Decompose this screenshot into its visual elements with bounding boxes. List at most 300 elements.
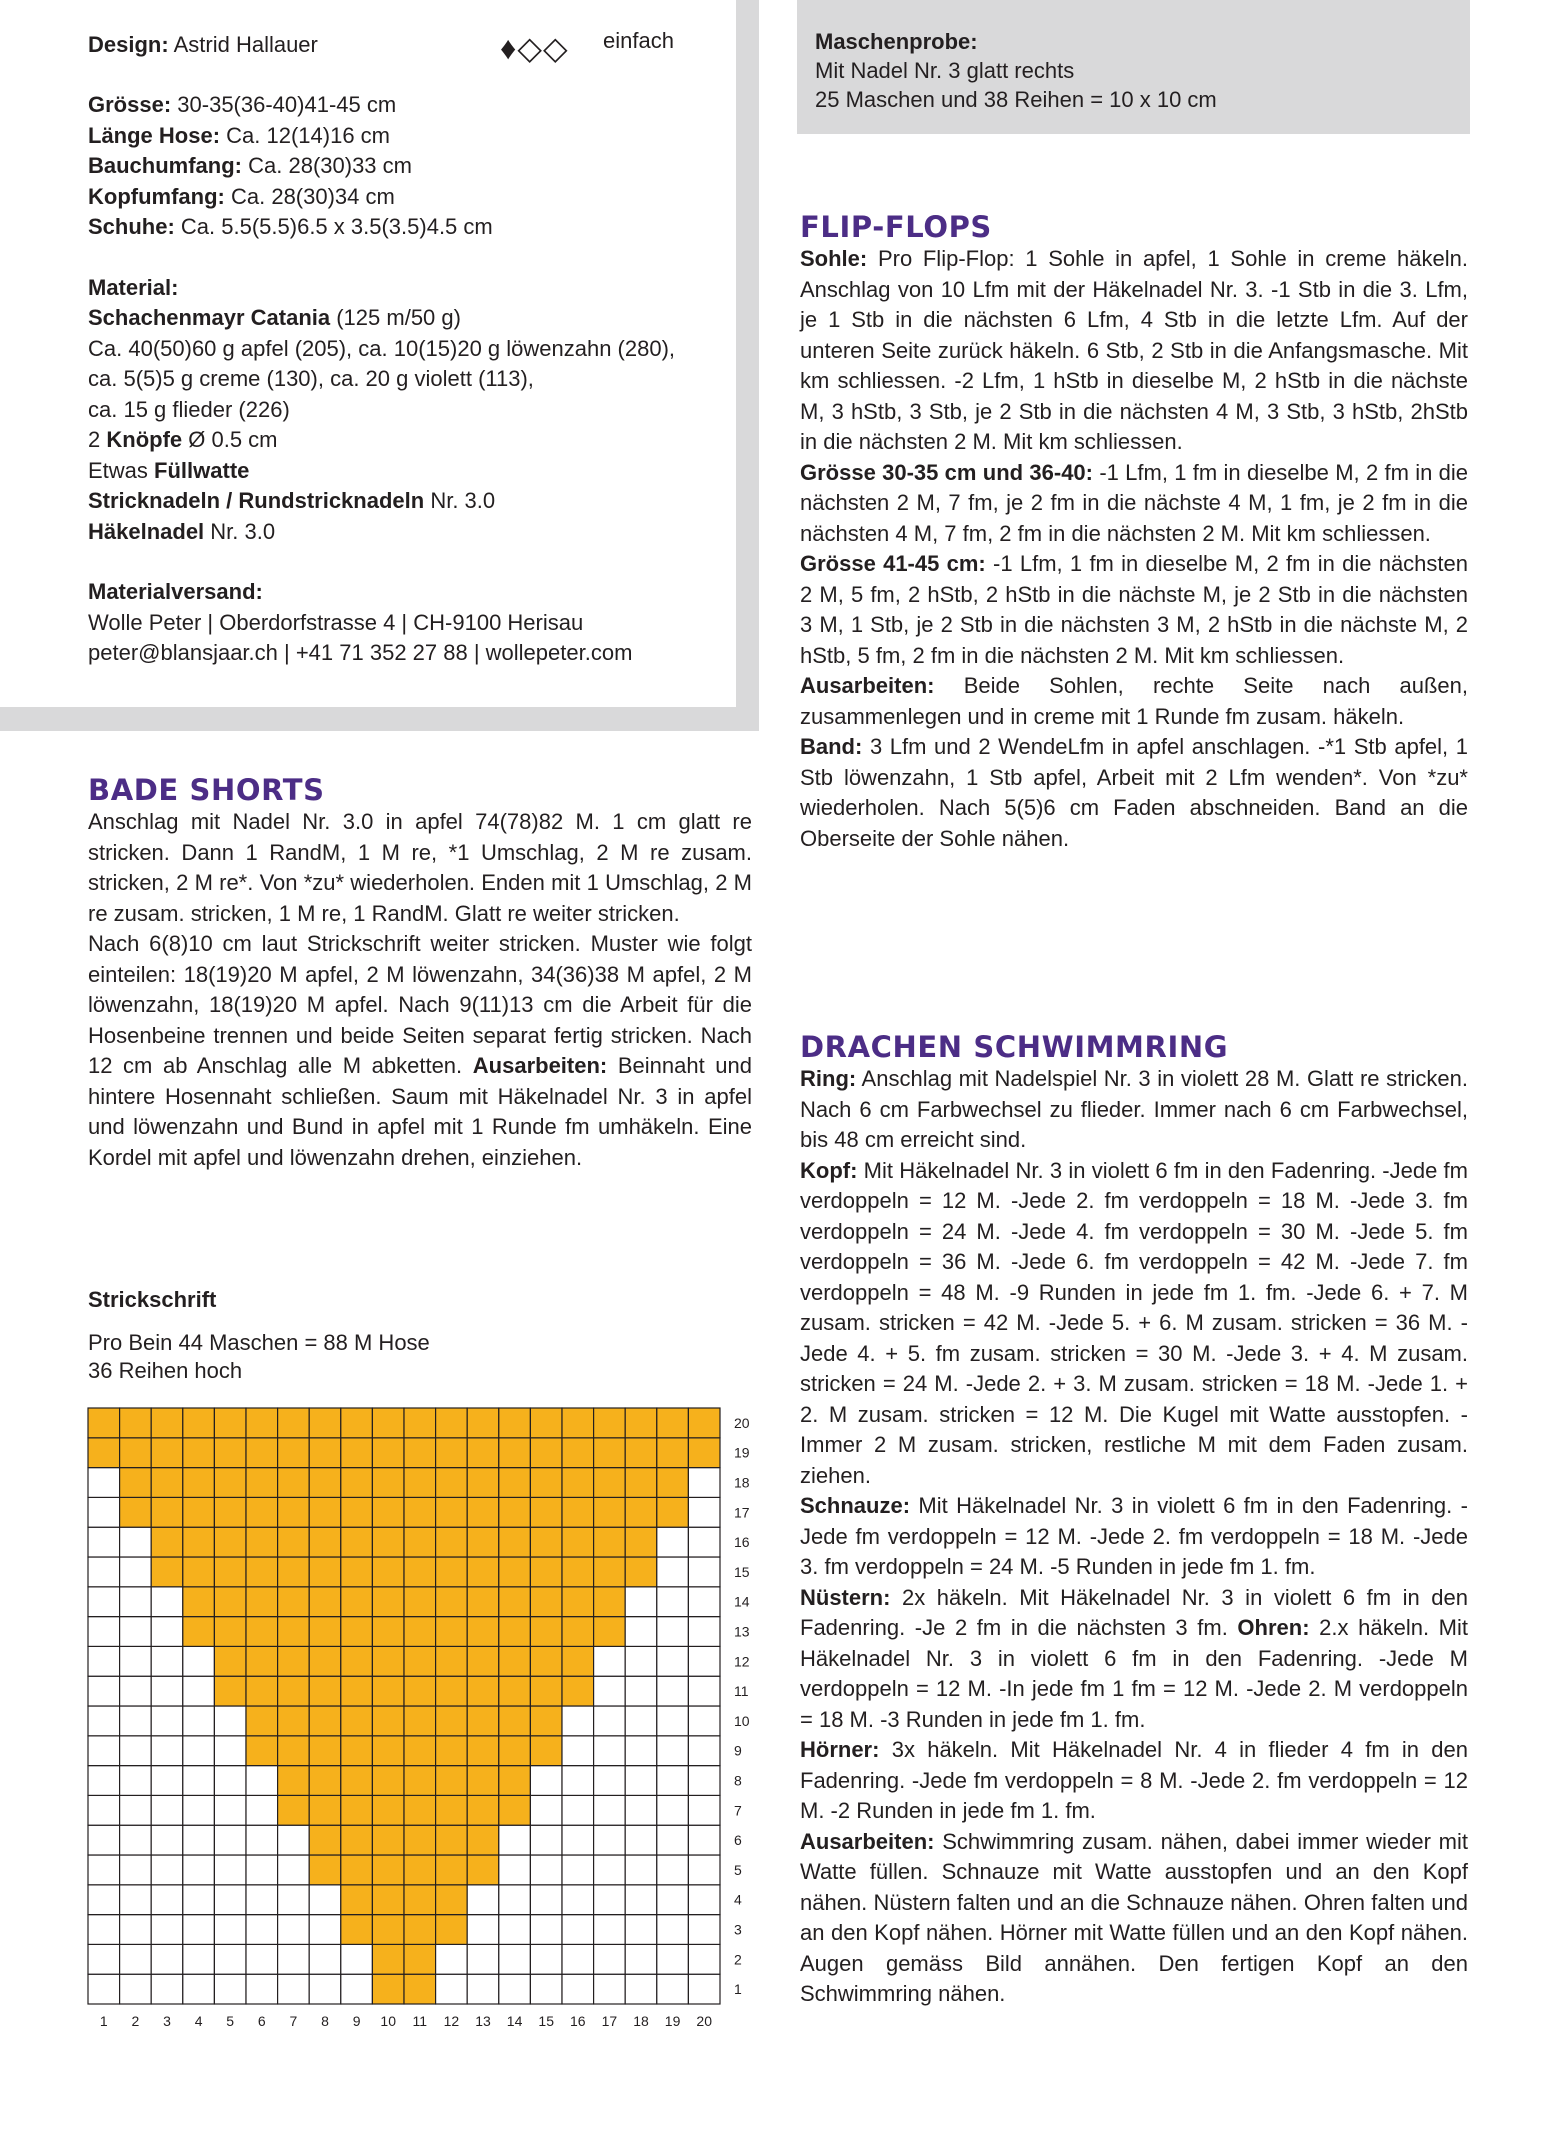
shipping-heading: Materialversand:	[88, 579, 263, 604]
chart-cell-empty	[688, 1587, 720, 1617]
chart-cell-empty	[88, 1944, 120, 1974]
chart-cell-empty	[88, 1468, 120, 1498]
chart-cell-filled	[404, 1497, 436, 1527]
chart-cell-empty	[625, 1706, 657, 1736]
chart-cell-filled	[214, 1497, 246, 1527]
chart-cell-filled	[625, 1468, 657, 1498]
chart-cell-filled	[278, 1438, 310, 1468]
chart-cell-filled	[562, 1527, 594, 1557]
chart-cell-filled	[309, 1795, 341, 1825]
paragraph: Anschlag mit Nadel Nr. 3.0 in apfel 74(78)82 M. 1 cm glatt re stricken. Dann 1 RandM, 1 M re, *1 Umschlag, 2 M re zusam. stricken, 2 M re*. Von *zu* wiederholen. Enden mit 1 Umschlag, 2 M re zusam. stricken, 1 M re, 1 RandM. Glatt re weiter stricken.	[88, 809, 752, 926]
chart-cell-empty	[183, 1795, 215, 1825]
chart-cell-filled	[467, 1527, 499, 1557]
chart-cell-filled	[120, 1497, 152, 1527]
chart-cell-filled	[625, 1438, 657, 1468]
chart-cell-filled	[436, 1766, 468, 1796]
chart-cell-empty	[562, 1855, 594, 1885]
material-heading: Material:	[88, 274, 179, 300]
chart-cell-filled	[372, 1557, 404, 1587]
chart-cell-filled	[341, 1646, 373, 1676]
chart-cell-filled	[499, 1736, 531, 1766]
chart-y-tick-label: 14	[734, 1593, 750, 1610]
chart-cell-empty	[151, 1646, 183, 1676]
chart-subtitle-line: 36 Reihen hoch	[88, 1358, 243, 1383]
chart-cell-filled	[467, 1855, 499, 1885]
chart-cell-filled	[372, 1676, 404, 1706]
chart-cell-empty	[657, 1795, 689, 1825]
chart-cell-filled	[341, 1825, 373, 1855]
needles-size: Nr. 3.0	[430, 488, 496, 513]
chart-cell-empty	[657, 1706, 689, 1736]
filling-line	[88, 456, 728, 487]
chart-cell-filled	[499, 1497, 531, 1527]
chart-cell-empty	[88, 1497, 120, 1527]
chart-cell-filled	[151, 1557, 183, 1587]
chart-cell-empty	[214, 1974, 246, 2004]
chart-cell-empty	[625, 1855, 657, 1885]
chart-cell-filled	[183, 1587, 215, 1617]
chart-cell-filled	[278, 1706, 310, 1736]
chart-cell-empty	[151, 1736, 183, 1766]
chart-cell-filled	[246, 1527, 278, 1557]
chart-cell-empty	[562, 1736, 594, 1766]
chart-cell-empty	[625, 1944, 657, 1974]
chart-cell-empty	[436, 1944, 468, 1974]
hook-line	[88, 517, 728, 548]
chart-cell-empty	[214, 1795, 246, 1825]
chart-cell-filled	[530, 1587, 562, 1617]
chart-cell-filled	[278, 1497, 310, 1527]
chart-cell-filled	[594, 1557, 626, 1587]
difficulty-level: einfach	[603, 28, 674, 53]
chart-x-tick-label: 4	[194, 2013, 203, 2029]
chart-cell-filled	[499, 1408, 531, 1438]
chart-cell-filled	[436, 1795, 468, 1825]
chart-cell-empty	[467, 1915, 499, 1945]
chart-cell-filled	[467, 1468, 499, 1498]
chart-cell-empty	[151, 1825, 183, 1855]
chart-cell-filled	[436, 1617, 468, 1647]
chart-cell-empty	[278, 1915, 310, 1945]
chart-x-tick-label: 3	[163, 2013, 171, 2029]
chart-cell-empty	[88, 1557, 120, 1587]
chart-cell-filled	[278, 1646, 310, 1676]
chart-cell-filled	[214, 1557, 246, 1587]
chart-cell-empty	[688, 1885, 720, 1915]
chart-cell-filled	[246, 1587, 278, 1617]
chart-cell-filled	[404, 1527, 436, 1557]
chart-y-tick-label: 6	[734, 1832, 742, 1849]
chart-cell-empty	[688, 1706, 720, 1736]
chart-cell-filled	[278, 1587, 310, 1617]
chart-cell-filled	[404, 1617, 436, 1647]
chart-cell-filled	[151, 1527, 183, 1557]
chart-cell-filled	[372, 1825, 404, 1855]
chart-cell-empty	[278, 1974, 310, 2004]
chart-cell-filled	[341, 1617, 373, 1647]
chart-cell-empty	[151, 1974, 183, 2004]
chart-cell-filled	[372, 1497, 404, 1527]
chart-cell-empty	[594, 1766, 626, 1796]
chart-cell-empty	[309, 1974, 341, 2004]
chart-cell-empty	[688, 1944, 720, 1974]
chart-cell-empty	[183, 1885, 215, 1915]
chart-cell-empty	[120, 1944, 152, 1974]
needles-label: Stricknadeln / Rundstricknadeln	[88, 488, 425, 513]
paragraph-bold: Schnauze:	[800, 1493, 911, 1518]
chart-cell-empty	[657, 1825, 689, 1855]
chart-title: Strickschrift	[88, 1287, 217, 1312]
chart-cell-filled	[404, 1408, 436, 1438]
chart-cell-filled	[404, 1915, 436, 1945]
chart-cell-empty	[530, 1885, 562, 1915]
chart-cell-empty	[88, 1527, 120, 1557]
chart-cell-empty	[562, 1766, 594, 1796]
chart-cell-filled	[562, 1676, 594, 1706]
chart-cell-empty	[594, 1795, 626, 1825]
chart-cell-filled	[341, 1795, 373, 1825]
chart-cell-filled	[499, 1527, 531, 1557]
chart-cell-empty	[499, 1825, 531, 1855]
chart-cell-filled	[436, 1855, 468, 1885]
chart-cell-filled	[309, 1766, 341, 1796]
chart-cell-empty	[246, 1885, 278, 1915]
chart-cell-empty	[120, 1855, 152, 1885]
paragraph	[800, 1827, 1468, 2010]
size-label: Bauchumfang:	[88, 153, 242, 178]
chart-cell-empty	[657, 1557, 689, 1587]
chart-x-tick-label: 16	[570, 2013, 586, 2029]
design-line	[88, 30, 318, 61]
chart-cell-empty	[594, 1736, 626, 1766]
chart-cell-empty	[183, 1974, 215, 2004]
chart-cell-empty	[530, 1944, 562, 1974]
shipping-address: Wolle Peter | Oberdorfstrasse 4 | CH-9100 Herisau	[88, 609, 584, 635]
chart-cell-empty	[120, 1617, 152, 1647]
gauge-line: 25 Maschen und 38 Reihen = 10 x 10 cm	[815, 87, 1217, 112]
size-row	[88, 212, 728, 243]
chart-cell-filled	[562, 1587, 594, 1617]
chart-cell-filled	[436, 1408, 468, 1438]
paragraph	[800, 1156, 1468, 1492]
chart-cell-empty	[120, 1587, 152, 1617]
chart-cell-filled	[436, 1706, 468, 1736]
chart-cell-empty	[688, 1825, 720, 1855]
chart-cell-filled	[436, 1557, 468, 1587]
chart-cell-filled	[278, 1617, 310, 1647]
chart-cell-empty	[657, 1944, 689, 1974]
chart-cell-filled	[309, 1646, 341, 1676]
chart-cell-empty	[309, 1885, 341, 1915]
chart-y-tick-label: 11	[734, 1683, 749, 1700]
chart-cell-empty	[183, 1944, 215, 1974]
chart-cell-filled	[467, 1617, 499, 1647]
chart-cell-empty	[499, 1885, 531, 1915]
chart-cell-filled	[278, 1766, 310, 1796]
chart-cell-filled	[499, 1795, 531, 1825]
chart-cell-filled	[309, 1468, 341, 1498]
chart-cell-filled	[246, 1468, 278, 1498]
chart-cell-filled	[372, 1736, 404, 1766]
chart-cell-empty	[88, 1885, 120, 1915]
chart-cell-empty	[214, 1944, 246, 1974]
chart-cell-filled	[530, 1497, 562, 1527]
chart-cell-empty	[151, 1915, 183, 1945]
chart-cell-filled	[372, 1855, 404, 1885]
chart-cell-filled	[246, 1736, 278, 1766]
paragraph	[800, 1583, 1468, 1736]
chart-cell-empty	[341, 1944, 373, 1974]
chart-cell-filled	[214, 1646, 246, 1676]
chart-cell-filled	[467, 1825, 499, 1855]
chart-cell-empty	[625, 1736, 657, 1766]
chart-cell-filled	[214, 1527, 246, 1557]
chart-cell-filled	[183, 1438, 215, 1468]
chart-cell-filled	[151, 1497, 183, 1527]
buttons-size: Ø 0.5 cm	[188, 427, 278, 452]
size-value: Ca. 5.5(5.5)6.5 x 3.5(3.5)4.5 cm	[180, 214, 493, 239]
paragraph-bold: Hörner:	[800, 1737, 880, 1762]
chart-cell-filled	[372, 1766, 404, 1796]
chart-cell-filled	[499, 1676, 531, 1706]
chart-cell-filled	[657, 1497, 689, 1527]
chart-cell-filled	[436, 1885, 468, 1915]
hook-size: Nr. 3.0	[210, 518, 276, 544]
chart-cell-empty	[88, 1766, 120, 1796]
chart-cell-empty	[309, 1944, 341, 1974]
chart-cell-filled	[309, 1706, 341, 1736]
paragraph	[88, 929, 752, 1173]
chart-cell-empty	[688, 1766, 720, 1796]
chart-cell-empty	[183, 1676, 215, 1706]
chart-cell-filled	[436, 1438, 468, 1468]
chart-cell-filled	[372, 1915, 404, 1945]
paragraph-bold: Band:	[800, 734, 863, 759]
chart-cell-empty	[214, 1885, 246, 1915]
chart-cell-empty	[562, 1974, 594, 2004]
chart-cell-empty	[530, 1825, 562, 1855]
chart-cell-filled	[309, 1617, 341, 1647]
chart-cell-empty	[151, 1766, 183, 1796]
chart-cell-filled	[436, 1825, 468, 1855]
size-row	[88, 182, 728, 213]
chart-cell-filled	[341, 1706, 373, 1736]
chart-cell-filled	[246, 1438, 278, 1468]
chart-cell-empty	[151, 1676, 183, 1706]
chart-cell-filled	[467, 1438, 499, 1468]
chart-cell-filled	[278, 1557, 310, 1587]
chart-cell-empty	[183, 1706, 215, 1736]
chart-x-tick-label: 15	[538, 2013, 554, 2029]
chart-cell-filled	[309, 1408, 341, 1438]
section-title: DRACHEN SCHWIMMRING	[800, 1030, 1229, 1064]
chart-cell-empty	[120, 1974, 152, 2004]
material-line: Ca. 40(50)60 g apfel (205), ca. 10(15)20 g löwenzahn (280),	[88, 335, 676, 361]
chart-y-tick-label: 4	[734, 1891, 742, 1908]
chart-cell-filled	[246, 1706, 278, 1736]
yarn-line	[88, 303, 728, 334]
chart-cell-empty	[625, 1795, 657, 1825]
chart-cell-empty	[278, 1825, 310, 1855]
chart-cell-empty	[625, 1825, 657, 1855]
chart-cell-empty	[499, 1855, 531, 1885]
chart-cell-filled	[246, 1497, 278, 1527]
chart-cell-filled	[372, 1587, 404, 1617]
chart-cell-filled	[372, 1438, 404, 1468]
chart-x-tick-label: 19	[664, 2013, 681, 2029]
chart-cell-filled	[246, 1557, 278, 1587]
chart-cell-empty	[436, 1974, 468, 2004]
chart-cell-empty	[657, 1766, 689, 1796]
chart-x-tick-label: 10	[380, 2013, 396, 2029]
size-label: Schuhe:	[88, 214, 175, 239]
chart-cell-filled	[278, 1795, 310, 1825]
chart-cell-empty	[594, 1825, 626, 1855]
chart-cell-filled	[214, 1587, 246, 1617]
paragraph-bold: Ausarbeiten:	[800, 673, 935, 698]
chart-cell-filled	[562, 1646, 594, 1676]
chart-cell-filled	[372, 1468, 404, 1498]
chart-cell-filled	[214, 1408, 246, 1438]
chart-cell-filled	[467, 1706, 499, 1736]
paragraph	[800, 1735, 1468, 1827]
paragraph	[800, 549, 1468, 671]
chart-cell-empty	[499, 1974, 531, 2004]
chart-cell-filled	[562, 1408, 594, 1438]
chart-cell-empty	[120, 1766, 152, 1796]
chart-cell-empty	[688, 1855, 720, 1885]
yarn-name: Schachenmayr Catania	[88, 305, 331, 330]
chart-cell-empty	[625, 1587, 657, 1617]
chart-cell-filled	[341, 1736, 373, 1766]
paragraph-text: Nach 6(8)10 cm laut Strickschrift weiter stricken. Muster wie folgt einteilen: 18(19)20 M apfel, 2 M löwenzahn, 34(36)38 M apfel, 2 M löwenzahn, 18(19)20 M apfel. Nach 9(11)13 cm die Arbeit für die Hosenbeine trennen und beide Seiten separat fertig stricken. Nach 12 cm ab Anschlag alle M abketten.	[88, 931, 752, 1078]
paragraph-text: Anschlag mit Nadelspiel Nr. 3 in violett 28 M. Glatt re stricken. Nach 6 cm Farbwechsel zu flieder. Immer nach 6 cm Farbwechsel, bis 48 cm erreicht sind.	[800, 1066, 1468, 1152]
chart-cell-filled	[499, 1587, 531, 1617]
chart-cell-empty	[183, 1646, 215, 1676]
chart-cell-empty	[120, 1825, 152, 1855]
chart-cell-empty	[562, 1915, 594, 1945]
chart-cell-empty	[88, 1676, 120, 1706]
chart-cell-filled	[499, 1438, 531, 1468]
paragraph-bold: Grösse 41-45 cm:	[800, 551, 986, 576]
chart-cell-empty	[625, 1974, 657, 2004]
chart-cell-filled	[183, 1617, 215, 1647]
chart-cell-empty	[625, 1676, 657, 1706]
chart-cell-empty	[467, 1944, 499, 1974]
chart-cell-empty	[246, 1944, 278, 1974]
chart-cell-empty	[594, 1944, 626, 1974]
chart-cell-empty	[530, 1974, 562, 2004]
chart-cell-empty	[594, 1646, 626, 1676]
chart-cell-filled	[214, 1438, 246, 1468]
chart-subtitle-line: Pro Bein 44 Maschen = 88 M Hose	[88, 1330, 430, 1355]
chart-cell-filled	[530, 1736, 562, 1766]
chart-cell-filled	[372, 1944, 404, 1974]
chart-cell-empty	[688, 1736, 720, 1766]
chart-cell-empty	[625, 1915, 657, 1945]
chart-cell-filled	[404, 1825, 436, 1855]
chart-cell-filled	[372, 1527, 404, 1557]
chart-cell-empty	[657, 1676, 689, 1706]
chart-y-tick-label: 15	[734, 1563, 750, 1580]
shipping-contact: peter@blansjaar.ch | +41 71 352 27 88 | wollepeter.com	[88, 640, 633, 665]
chart-cell-filled	[183, 1527, 215, 1557]
chart-cell-empty	[151, 1795, 183, 1825]
chart-cell-empty	[278, 1944, 310, 1974]
chart-cell-filled	[467, 1766, 499, 1796]
chart-cell-filled	[404, 1885, 436, 1915]
chart-cell-filled	[341, 1915, 373, 1945]
chart-cell-filled	[436, 1915, 468, 1945]
chart-cell-empty	[657, 1974, 689, 2004]
chart-cell-filled	[499, 1617, 531, 1647]
size-row	[88, 151, 728, 182]
chart-cell-filled	[625, 1497, 657, 1527]
chart-y-tick-label: 2	[734, 1951, 742, 1968]
chart-cell-filled	[341, 1676, 373, 1706]
chart-cell-filled	[594, 1497, 626, 1527]
chart-y-tick-label: 9	[734, 1742, 742, 1759]
chart-cell-filled	[404, 1855, 436, 1885]
buttons-label: Knöpfe	[106, 427, 183, 452]
chart-cell-filled	[341, 1855, 373, 1885]
chart-cell-empty	[214, 1736, 246, 1766]
chart-cell-filled	[404, 1766, 436, 1796]
chart-cell-filled	[341, 1438, 373, 1468]
chart-cell-empty	[214, 1825, 246, 1855]
chart-cell-filled	[404, 1587, 436, 1617]
chart-cell-empty	[151, 1617, 183, 1647]
knitting-chart	[80, 1400, 760, 2029]
chart-y-tick-label: 12	[734, 1653, 750, 1670]
chart-cell-filled	[530, 1676, 562, 1706]
chart-x-tick-label: 17	[601, 2013, 618, 2029]
chart-cell-filled	[594, 1527, 626, 1557]
chart-x-tick-label: 12	[443, 2013, 460, 2029]
chart-cell-empty	[562, 1825, 594, 1855]
paragraph-bold: Ohren:	[1237, 1615, 1310, 1640]
chart-x-tick-label: 11	[412, 2013, 428, 2029]
chart-cell-empty	[120, 1676, 152, 1706]
chart-cell-empty	[88, 1646, 120, 1676]
chart-cell-empty	[530, 1766, 562, 1796]
chart-cell-filled	[499, 1468, 531, 1498]
chart-x-tick-label: 2	[131, 2013, 140, 2029]
chart-cell-empty	[120, 1736, 152, 1766]
chart-x-tick-label: 14	[506, 2013, 523, 2029]
gauge-block	[815, 27, 1217, 114]
chart-cell-filled	[562, 1497, 594, 1527]
chart-cell-filled	[341, 1587, 373, 1617]
chart-cell-filled	[372, 1617, 404, 1647]
chart-cell-empty	[120, 1706, 152, 1736]
chart-cell-empty	[499, 1915, 531, 1945]
chart-cell-filled	[309, 1557, 341, 1587]
chart-cell-filled	[214, 1617, 246, 1647]
filling-label: Füllwatte	[154, 457, 250, 483]
chart-cell-empty	[214, 1855, 246, 1885]
chart-cell-empty	[341, 1974, 373, 2004]
buttons-count: 2	[88, 427, 101, 452]
chart-cell-filled	[404, 1974, 436, 2004]
chart-cell-empty	[246, 1825, 278, 1855]
chart-cell-filled	[404, 1944, 436, 1974]
chart-cell-empty	[688, 1795, 720, 1825]
chart-cell-filled	[278, 1527, 310, 1557]
chart-cell-filled	[278, 1468, 310, 1498]
chart-cell-filled	[467, 1676, 499, 1706]
chart-cell-filled	[625, 1557, 657, 1587]
